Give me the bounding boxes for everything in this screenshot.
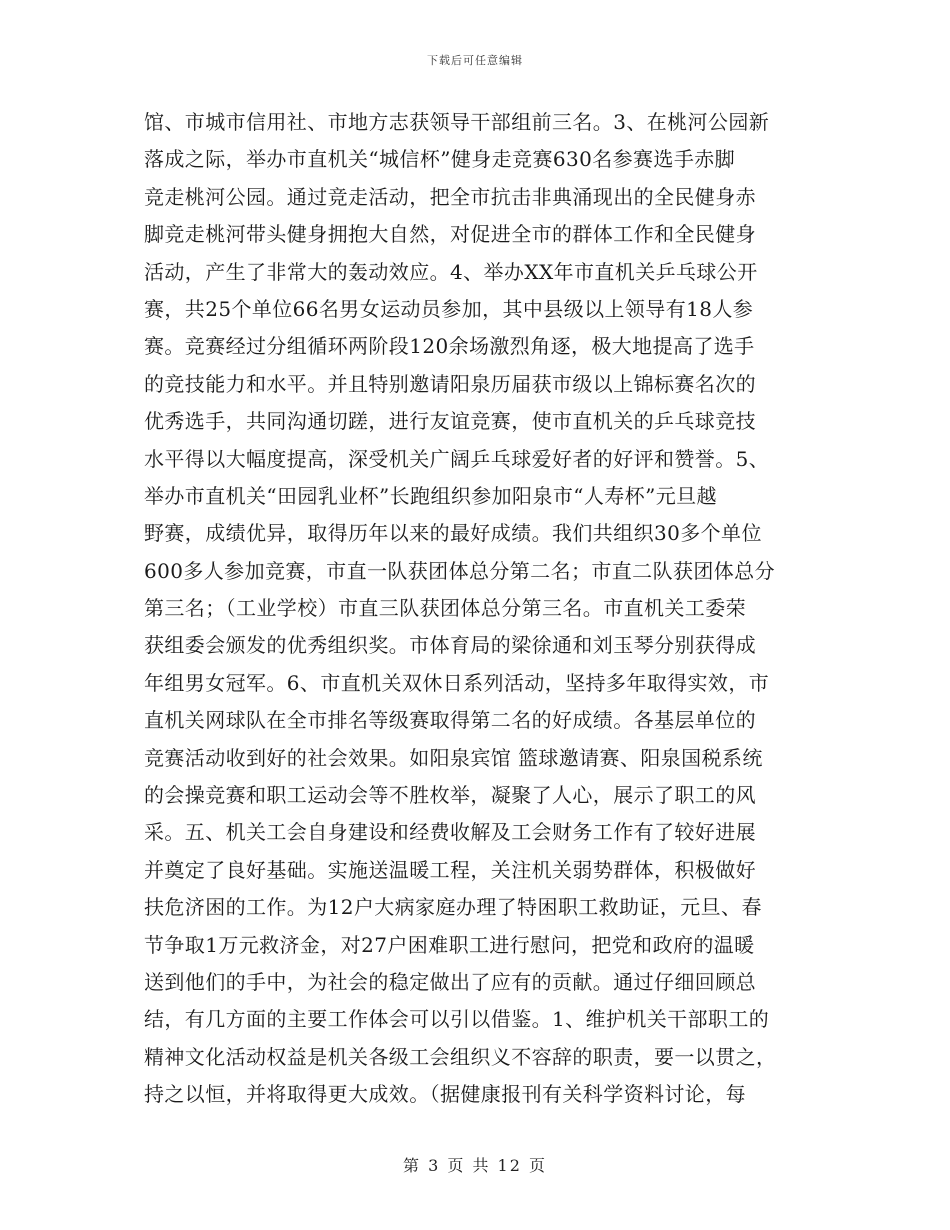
body-line: 采。五、机关工会自身建设和经费收解及工会财务工作有了较好进展 [144,820,756,845]
body-line: 并奠定了良好基础。实施送温暖工程，关注机关弱势群体，积极做好 [144,857,756,882]
body-line: 馆、市城市信用社、市地方志获领导干部组前三名。3、在桃河公园新 [144,110,770,134]
body-line: 节争取1万元救济金，对27户困难职工进行慰问，把党和政府的温暖 [144,932,755,957]
body-line: 落成之际，举办市直机关“城信杯”健身走竞赛630名参赛选手赤脚 [144,147,736,172]
body-line: 年组男女冠军。6、市直机关双休日系列活动，坚持多年取得实效，市 [144,670,770,695]
body-line: 优秀选手，共同沟通切蹉，进行友谊竞赛，使市直机关的乒乓球竞技 [144,409,756,434]
body-line: 竞赛活动收到好的社会效果。如阳泉宾馆 篮球邀请赛、阳泉国税系统 [144,745,763,770]
body-line: 活动，产生了非常大的轰动效应。4、举办XX年市直机关乒乓球公开 [144,259,758,284]
body-line: 竞走桃河公园。通过竞走活动，把全市抗击非典涌现出的全民健身赤 [144,184,756,209]
page-number-footer: 第 3 页 共 12 页 [403,1156,547,1175]
body-line: 持之以恒，并将取得更大成效。（据健康报刊有关科学资料讨论，每 [144,1082,746,1107]
body-line: 获组委会颁发的优秀组织奖。市体育局的梁徐通和刘玉琴分别获得成 [144,633,756,658]
body-line: 野赛，成绩优异，取得历年以来的最好成绩。我们共组织30多个单位 [144,521,762,546]
body-line: 赛。竞赛经过分组循环两阶段120余场激烈角逐，极大地提高了选手 [144,334,755,359]
body-line: 扶危济困的工作。为12户大病家庭办理了特困职工救助证，元旦、春 [144,895,762,920]
body-line: 的会操竞赛和职工运动会等不胜枚举，凝聚了人心，展示了职工的风 [144,783,756,808]
body-line: 送到他们的手中，为社会的稳定做出了应有的贡献。通过仔细回顾总 [144,969,756,994]
body-line: 直机关网球队在全市排名等级赛取得第二名的好成绩。各基层单位的 [144,708,756,733]
body-line: 第三名；（工业学校）市直三队获团体总分第三名。市直机关工委荣 [144,596,746,621]
body-line: 水平得以大幅度提高，深受机关广阔乒乓球爱好者的好评和赞誉。5、 [144,446,770,471]
body-line: 结，有几方面的主要工作体会可以引以借鉴。1、维护机关干部职工的 [144,1007,770,1032]
body-line: 举办市直机关“田园乳业杯”长跑组织参加阳泉市“人寿杯”元旦越 [144,483,717,508]
page-header: 下载后可任意编辑 [427,54,523,67]
body-line: 脚竞走桃河带头健身拥抱大自然，对促进全市的群体工作和全民健身 [144,222,756,247]
body-line: 600多人参加竞赛，市直一队获团体总分第二名；市直二队获团体总分 [144,558,775,583]
body-line: 的竞技能力和水平。并且特别邀请阳泉历届获市级以上锦标赛名次的 [144,371,756,396]
body-line: 精神文化活动权益是机关各级工会组织义不容辞的职责，要一以贯之， [144,1044,777,1069]
body-line: 赛，共25个单位66名男女运动员参加，其中县级以上领导有18人参 [144,296,754,321]
document-body [144,104,814,1114]
